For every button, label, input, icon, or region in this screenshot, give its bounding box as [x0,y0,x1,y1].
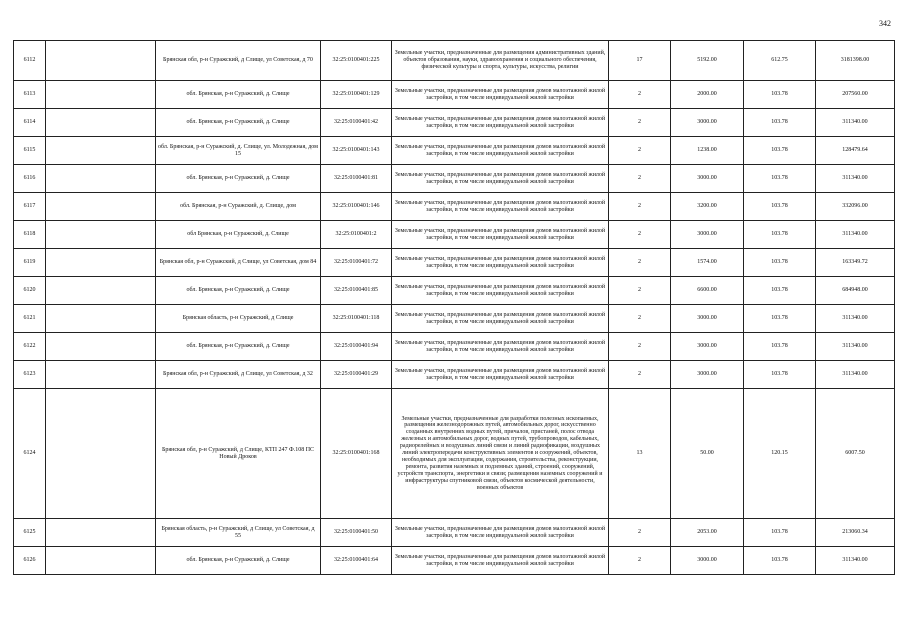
rate-cell: 103.78 [744,109,816,137]
land-use-cell: Земельные участки, предназначенные для размещения домов малоэтажной жилой застройки, в том числе индивидуальной жилой застройки [392,333,609,361]
table-row [14,305,895,333]
area-cell: 50.00 [671,389,744,519]
land-use-cell: Земельные участки, предназначенные для размещения домов малоэтажной жилой застройки, в том числе индивидуальной жилой застройки [392,137,609,165]
rate-cell: 103.78 [744,249,816,277]
address-cell: Брянская область, р-н Суражский, д Слище [156,305,321,333]
cadastral-number-cell: 32:25:0100401:42 [321,109,392,137]
land-use-cell: Земельные участки, предназначенные для размещения домов малоэтажной жилой застройки, в том числе индивидуальной жилой застройки [392,361,609,389]
zone-cell: 2 [609,361,671,389]
zone-cell: 2 [609,333,671,361]
land-use-cell: Земельные участки, предназначенные для размещения домов малоэтажной жилой застройки, в том числе индивидуальной жилой застройки [392,547,609,575]
address-cell: Брянская обл, р-н Суражский, д Слище, ул Советская, дом 84 [156,249,321,277]
rate-cell: 103.78 [744,221,816,249]
rate-cell: 612.75 [744,41,816,81]
cadastral-number-cell: 32:25:0100401:225 [321,41,392,81]
table-row [14,519,895,547]
cadastral-number-cell: 32:25:0100401:168 [321,389,392,519]
table-body [14,41,895,575]
cadastral-number-cell: 32:25:0100401:50 [321,519,392,547]
rate-cell: 103.78 [744,193,816,221]
row-number: 6113 [14,81,46,109]
area-cell: 3000.00 [671,305,744,333]
zone-cell: 17 [609,41,671,81]
table-row [14,249,895,277]
zone-cell: 2 [609,249,671,277]
address-cell: обл. Брянская, р-н Суражский, д. Слище [156,333,321,361]
table-row [14,81,895,109]
row-number: 6123 [14,361,46,389]
table-row [14,165,895,193]
empty-cell [46,547,156,575]
area-cell: 6600.00 [671,277,744,305]
address-cell: Брянская обл, р-н Суражский, д Слище, КТП 247 Ф.108 ПС Новый Дроков [156,389,321,519]
row-number: 6119 [14,249,46,277]
address-cell: обл. Брянская, р-н Суражский, д. Слище, дом [156,193,321,221]
land-use-cell: Земельные участки, предназначенные для разработки полезных ископаемых, размещения железнодорожных путей, автомобильных дорог, искусственно созданных внутренних водных путей, причалов, пристаней, полос отвода железных и автомобильных дорог, водных путей, трубопроводов, кабельных, радиорелейных и воздушных линий связи и линий радиофикации, воздушных линий электропередачи конструктивных элементов и сооружений, объектов, необходимых для эксплуатации, содержания, строительства, реконструкции, ремонта, развития наземных и подземных зданий, строений, сооружений, устройств транспорта, энергетики и связи; размещения наземных сооружений и инфраструктуры спутниковой связи, объектов космической деятельности, военных объектов [392,389,609,519]
land-use-cell: Земельные участки, предназначенные для размещения домов малоэтажной жилой застройки, в том числе индивидуальной жилой застройки [392,519,609,547]
land-registry-table [13,40,895,575]
cadastral-value-cell: 311340.00 [816,361,895,389]
row-number: 6114 [14,109,46,137]
table-row [14,221,895,249]
row-number: 6115 [14,137,46,165]
table-row [14,41,895,81]
cadastral-value-cell: 311340.00 [816,221,895,249]
zone-cell: 2 [609,81,671,109]
row-number: 6122 [14,333,46,361]
row-number: 6121 [14,305,46,333]
address-cell: обл. Брянская, р-н Суражский, д. Слище, ул. Молодежная, дом 15 [156,137,321,165]
page-number: 342 [879,19,891,28]
empty-cell [46,249,156,277]
address-cell: обл. Брянская, р-н Суражский, д. Слище [156,109,321,137]
address-cell: обл. Брянская, р-н Суражский, д. Слище [156,547,321,575]
zone-cell: 2 [609,221,671,249]
cadastral-value-cell: 684948.00 [816,277,895,305]
zone-cell: 2 [609,305,671,333]
address-cell: обл. Брянская, р-н Суражский, д. Слище [156,165,321,193]
row-number: 6124 [14,389,46,519]
cadastral-number-cell: 32:25:0100401:94 [321,333,392,361]
row-number: 6116 [14,165,46,193]
area-cell: 3000.00 [671,109,744,137]
table-row [14,109,895,137]
rate-cell: 103.78 [744,277,816,305]
row-number: 6118 [14,221,46,249]
address-cell: Брянская обл, р-н Суражский, д Слище, ул Советская, д 70 [156,41,321,81]
address-cell: обл. Брянская, р-н Суражский, д. Слище [156,277,321,305]
address-cell: Брянская обл, р-н Суражский, д Слище, ул Советская, д 32 [156,361,321,389]
area-cell: 3000.00 [671,361,744,389]
land-use-cell: Земельные участки, предназначенные для размещения домов малоэтажной жилой застройки, в том числе индивидуальной жилой застройки [392,81,609,109]
rate-cell: 103.78 [744,547,816,575]
empty-cell [46,41,156,81]
land-use-cell: Земельные участки, предназначенные для размещения домов малоэтажной жилой застройки, в том числе индивидуальной жилой застройки [392,305,609,333]
table-row [14,547,895,575]
area-cell: 3200.00 [671,193,744,221]
area-cell: 5192.00 [671,41,744,81]
table-row [14,137,895,165]
area-cell: 2053.00 [671,519,744,547]
rate-cell: 103.78 [744,519,816,547]
cadastral-number-cell: 32:25:0100401:29 [321,361,392,389]
empty-cell [46,519,156,547]
cadastral-number-cell: 32:25:0100401:146 [321,193,392,221]
row-number: 6126 [14,547,46,575]
cadastral-value-cell: 213060.34 [816,519,895,547]
cadastral-number-cell: 32:25:0100401:129 [321,81,392,109]
address-cell: обл Брянская, р-н Суражский, д. Слище [156,221,321,249]
rate-cell: 103.78 [744,361,816,389]
empty-cell [46,277,156,305]
cadastral-number-cell: 32:25:0100401:64 [321,547,392,575]
address-cell: Брянская область, р-н Суражский, д Слище, ул Советская, д 55 [156,519,321,547]
zone-cell: 2 [609,109,671,137]
cadastral-number-cell: 32:25:0100401:85 [321,277,392,305]
land-use-cell: Земельные участки, предназначенные для размещения административных зданий, объектов образования, науки, здравоохранения и социального обеспечения, физической культуры и спорта, культуры, искусства, религии [392,41,609,81]
cadastral-value-cell: 332096.00 [816,193,895,221]
cadastral-value-cell: 311340.00 [816,165,895,193]
empty-cell [46,193,156,221]
zone-cell: 13 [609,389,671,519]
table-row [14,193,895,221]
cadastral-number-cell: 32:25:0100401:143 [321,137,392,165]
area-cell: 3000.00 [671,165,744,193]
cadastral-value-cell: 128479.64 [816,137,895,165]
land-use-cell: Земельные участки, предназначенные для размещения домов малоэтажной жилой застройки, в том числе индивидуальной жилой застройки [392,165,609,193]
empty-cell [46,361,156,389]
rate-cell: 103.78 [744,81,816,109]
area-cell: 3000.00 [671,547,744,575]
zone-cell: 2 [609,277,671,305]
table-row [14,389,895,519]
cadastral-value-cell: 311340.00 [816,109,895,137]
cadastral-value-cell: 311340.00 [816,305,895,333]
empty-cell [46,165,156,193]
table-row [14,361,895,389]
cadastral-value-cell: 6007.50 [816,389,895,519]
area-cell: 2000.00 [671,81,744,109]
empty-cell [46,109,156,137]
row-number: 6120 [14,277,46,305]
address-cell: обл. Брянская, р-н Суражский, д. Слище [156,81,321,109]
cadastral-value-cell: 207560.00 [816,81,895,109]
land-use-cell: Земельные участки, предназначенные для размещения домов малоэтажной жилой застройки, в том числе индивидуальной жилой застройки [392,221,609,249]
zone-cell: 2 [609,165,671,193]
row-number: 6112 [14,41,46,81]
zone-cell: 2 [609,519,671,547]
land-use-cell: Земельные участки, предназначенные для размещения домов малоэтажной жилой застройки, в том числе индивидуальной жилой застройки [392,109,609,137]
area-cell: 1238.00 [671,137,744,165]
zone-cell: 2 [609,193,671,221]
empty-cell [46,305,156,333]
cadastral-value-cell: 311340.00 [816,333,895,361]
cadastral-value-cell: 163349.72 [816,249,895,277]
cadastral-number-cell: 32:25:0100401:2 [321,221,392,249]
table-row [14,333,895,361]
land-use-cell: Земельные участки, предназначенные для размещения домов малоэтажной жилой застройки, в том числе индивидуальной жилой застройки [392,249,609,277]
land-use-cell: Земельные участки, предназначенные для размещения домов малоэтажной жилой застройки, в том числе индивидуальной жилой застройки [392,277,609,305]
rate-cell: 103.78 [744,305,816,333]
row-number: 6125 [14,519,46,547]
zone-cell: 2 [609,547,671,575]
table-row [14,277,895,305]
rate-cell: 120.15 [744,389,816,519]
empty-cell [46,389,156,519]
cadastral-value-cell: 3181398.00 [816,41,895,81]
cadastral-number-cell: 32:25:0100401:118 [321,305,392,333]
empty-cell [46,221,156,249]
cadastral-number-cell: 32:25:0100401:81 [321,165,392,193]
rate-cell: 103.78 [744,165,816,193]
empty-cell [46,81,156,109]
area-cell: 3000.00 [671,333,744,361]
empty-cell [46,137,156,165]
row-number: 6117 [14,193,46,221]
cadastral-number-cell: 32:25:0100401:72 [321,249,392,277]
area-cell: 3000.00 [671,221,744,249]
area-cell: 1574.00 [671,249,744,277]
rate-cell: 103.78 [744,137,816,165]
zone-cell: 2 [609,137,671,165]
land-use-cell: Земельные участки, предназначенные для размещения домов малоэтажной жилой застройки, в том числе индивидуальной жилой застройки [392,193,609,221]
empty-cell [46,333,156,361]
cadastral-value-cell: 311340.00 [816,547,895,575]
rate-cell: 103.78 [744,333,816,361]
